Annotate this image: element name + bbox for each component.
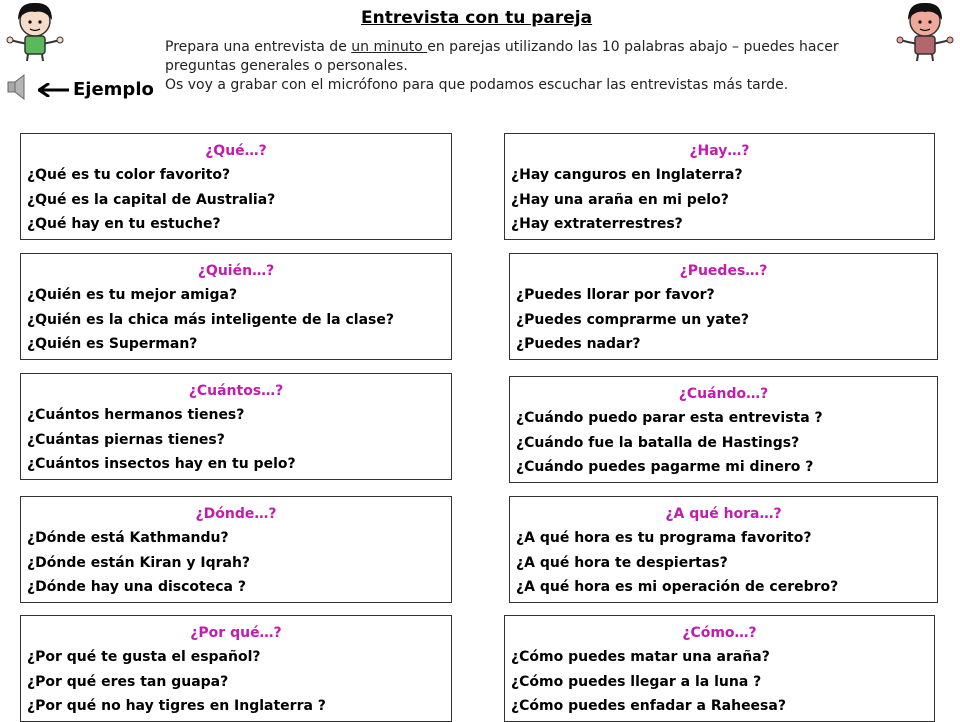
- question: ¿Por qué eres tan guapa?: [27, 673, 229, 690]
- question-box-heading: ¿A qué hora…?: [665, 506, 782, 522]
- question-box-por-que: [20, 615, 452, 722]
- question: ¿Cuándo fue la batalla de Hastings?: [516, 434, 800, 451]
- question: ¿Cómo puedes matar una araña?: [511, 649, 770, 665]
- question: ¿Hay extraterrestres?: [511, 216, 683, 232]
- question-box-que: [20, 133, 452, 240]
- question: ¿Qué es tu color favorito?: [27, 167, 231, 183]
- instructions-line3: Os voy a grabar con el micrófono para que podamos escuchar las entrevistas más tarde.: [165, 77, 789, 93]
- question-box-heading: ¿Cuántos…?: [188, 383, 284, 399]
- question-box-como: [504, 615, 935, 722]
- question: ¿Hay canguros en Inglaterra?: [511, 167, 743, 183]
- instructions-part2: en parejas utilizando las 10 palabras abajo – puedes hacer preguntas generales o personales.: [165, 39, 839, 74]
- question: ¿Dónde está Kathmandu?: [27, 530, 229, 546]
- question: ¿Cuándo puedes pagarme mi dinero ?: [516, 459, 814, 475]
- question: ¿Puedes nadar?: [516, 336, 641, 352]
- question: ¿Cuántas piernas tienes?: [27, 431, 225, 448]
- question: ¿A qué hora es tu programa favorito?: [516, 530, 812, 546]
- question-box-heading: ¿Por qué…?: [190, 625, 282, 641]
- question-box-a-que-hora: [509, 496, 938, 603]
- instructions-underlined: un minuto: [351, 39, 428, 55]
- question-box-quien: [20, 253, 452, 360]
- instructions-part1: Prepara una entrevista de: [165, 39, 352, 55]
- example-label[interactable]: Ejemplo: [73, 79, 154, 100]
- question: ¿Dónde hay una discoteca ?: [27, 579, 246, 595]
- question: ¿A qué hora es mi operación de cerebro?: [516, 579, 839, 595]
- question: ¿Cómo puedes llegar a la luna ?: [511, 673, 762, 690]
- question: ¿Cómo puedes enfadar a Raheesa?: [511, 698, 786, 714]
- question: ¿Cuándo puedo parar esta entrevista ?: [516, 410, 823, 426]
- question-box-cuando: [509, 376, 938, 483]
- left-arrow-icon: [38, 82, 70, 101]
- question-box-heading: ¿Puedes…?: [679, 263, 768, 279]
- question-box-hay: [504, 133, 935, 240]
- question-box-heading: ¿Hay…?: [689, 143, 750, 159]
- question-box-donde: [20, 496, 452, 603]
- question: ¿A qué hora te despiertas?: [516, 554, 728, 571]
- question-box-heading: ¿Qué…?: [205, 143, 267, 159]
- question: ¿Cuántos insectos hay en tu pelo?: [27, 456, 296, 472]
- question-box-heading: ¿Quién…?: [197, 263, 275, 279]
- question: ¿Puedes comprarme un yate?: [516, 311, 749, 328]
- question: ¿Qué hay en tu estuche?: [27, 216, 221, 232]
- instructions: [165, 38, 865, 95]
- question: ¿Cuántos hermanos tienes?: [27, 407, 245, 423]
- question: ¿Por qué te gusta el español?: [27, 649, 261, 665]
- question-box-puedes: [509, 253, 938, 360]
- question: ¿Quién es la chica más inteligente de la clase?: [27, 311, 394, 328]
- question-box-heading: ¿Cuándo…?: [678, 386, 769, 402]
- question: ¿Qué es la capital de Australia?: [27, 191, 276, 208]
- question: ¿Por qué no hay tigres en Inglaterra ?: [27, 698, 326, 714]
- question: ¿Quién es tu mejor amiga?: [27, 287, 238, 303]
- question: ¿Dónde están Kiran y Iqrah?: [27, 554, 251, 571]
- question: ¿Quién es Superman?: [27, 336, 198, 352]
- question-box-cuantos: [20, 373, 452, 480]
- question: ¿Hay una araña en mi pelo?: [511, 191, 729, 208]
- page-title: Entrevista con tu pareja: [361, 8, 593, 28]
- speaker-icon[interactable]: [6, 72, 34, 106]
- question-box-heading: ¿Dónde…?: [195, 506, 277, 522]
- question-box-heading: ¿Cómo…?: [682, 625, 757, 641]
- student-avatar-left-icon: [0, 0, 70, 66]
- student-avatar-right-icon: [890, 0, 960, 66]
- question: ¿Puedes llorar por favor?: [516, 287, 715, 303]
